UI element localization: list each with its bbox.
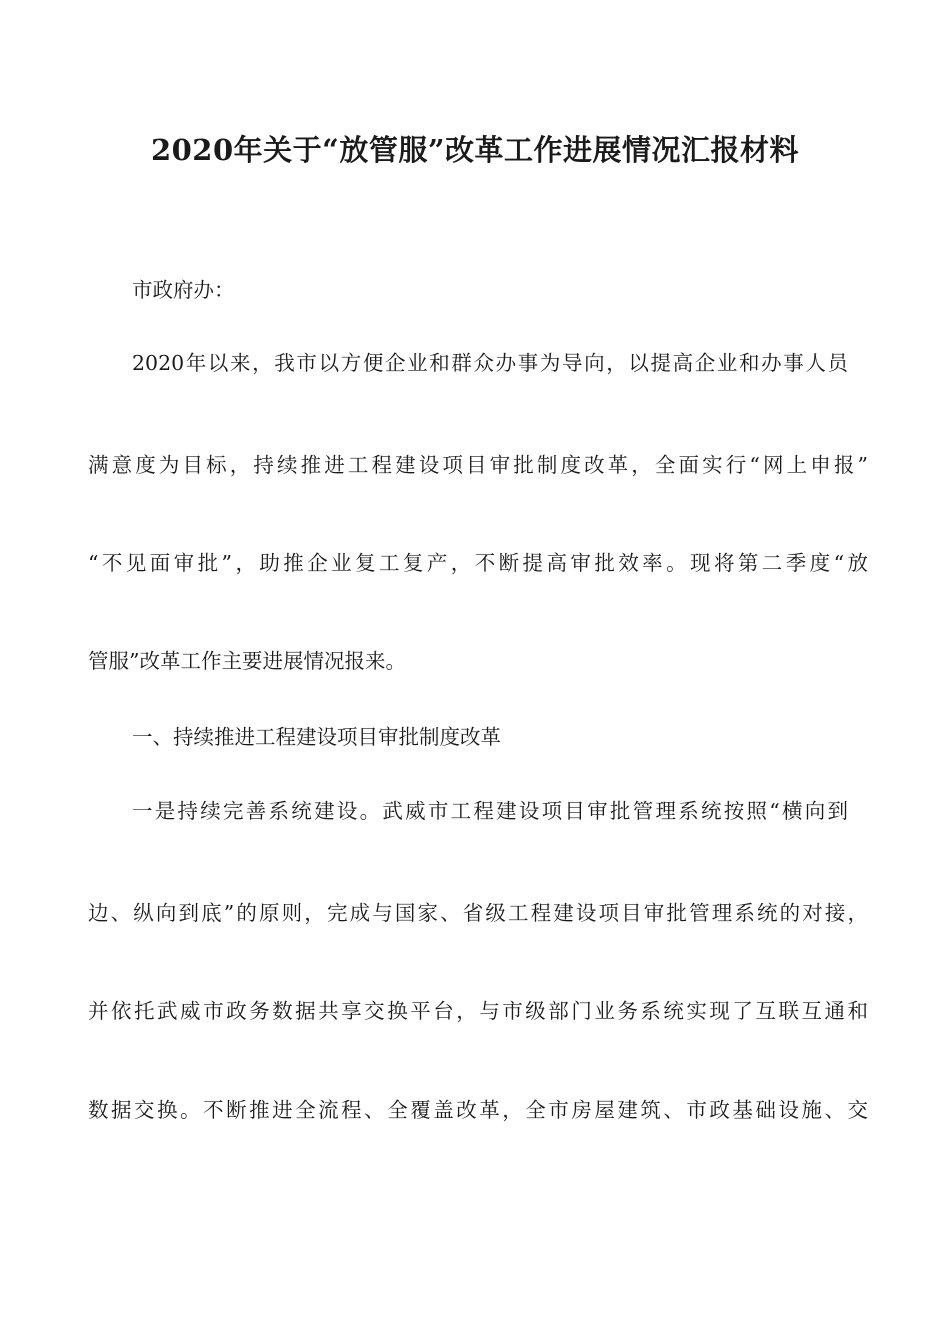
paragraph-2-line-2: 边、纵向到底”的原则，完成与国家、省级工程建设项目审批管理系统的对接， [88,901,868,925]
paragraph-2-line-3: 并依托武威市政务数据共享交换平台，与市级部门业务系统实现了互联互通和 [88,999,868,1023]
paragraph-1-line-1: 2020年以来，我市以方便企业和群众办事为导向，以提高企业和办事人员 [132,351,848,375]
paragraph-1-line-3: “不见面审批”，助推企业复工复产，不断提高审批效率。现将第二季度“放 [88,551,868,575]
section-1-heading: 一、持续推进工程建设项目审批制度改革 [132,725,501,749]
paragraph-1-line-2: 满意度为目标，持续推进工程建设项目审批制度改革，全面实行“网上申报” [88,453,868,477]
paragraph-1-line-4: 管服”改革工作主要进展情况报来。 [88,649,406,673]
salutation: 市政府办： [132,278,235,302]
paragraph-2-line-4: 数据交换。不断推进全流程、全覆盖改革，全市房屋建筑、市政基础设施、交 [88,1098,868,1122]
document-title: 2020年关于“放管服”改革工作进展情况汇报材料 [150,133,800,167]
paragraph-2-line-1: 一是持续完善系统建设。武威市工程建设项目审批管理系统按照“横向到 [132,799,848,823]
